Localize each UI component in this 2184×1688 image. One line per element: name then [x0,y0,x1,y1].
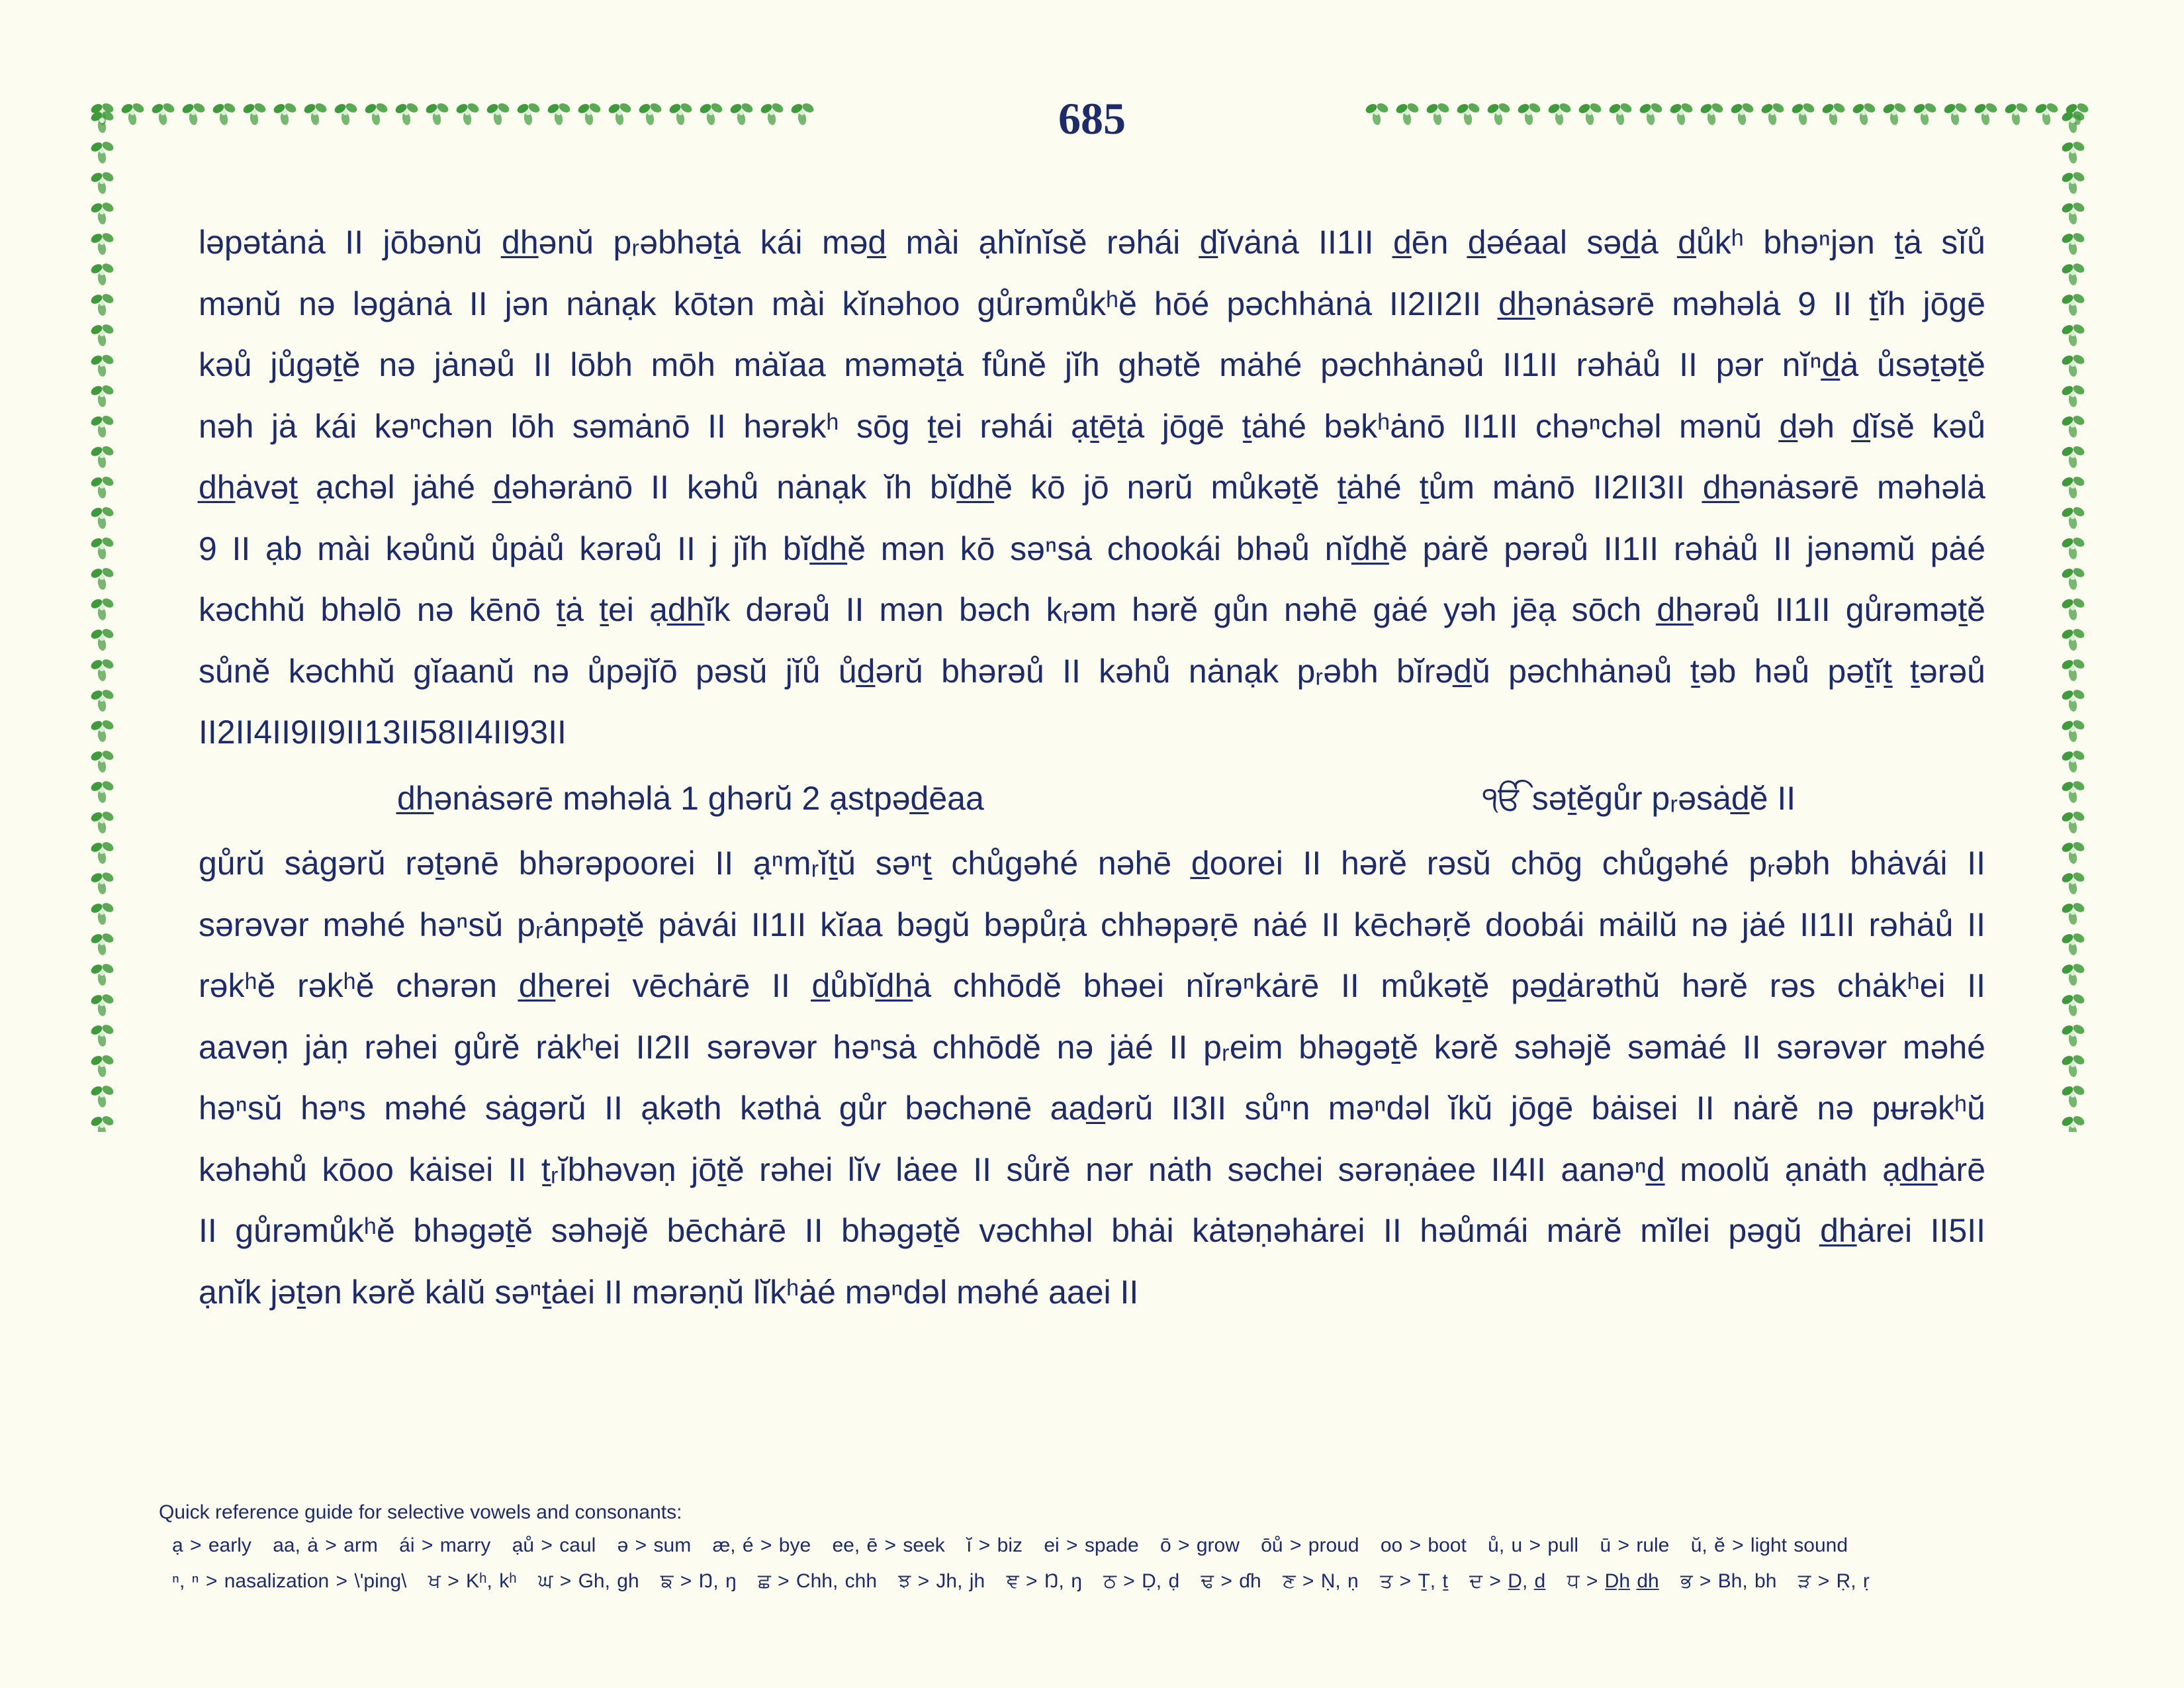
floral-ornament-icon [666,98,696,128]
guide-entry: ů, u > pull [1488,1534,1579,1556]
floral-ornament-icon [87,806,118,837]
floral-ornament-icon [87,167,118,197]
floral-ornament-icon [2058,410,2089,441]
floral-ornament-icon [2058,837,2089,867]
floral-ornament-icon [2058,867,2089,898]
floral-ornament-icon [87,624,118,654]
floral-ornament-icon [2058,502,2089,532]
text-line: həⁿsŭ həⁿs məhé sȧgərŭ II ạkəth kəthȧ gůr bəchənē aad̲ərŭ II3II sůⁿn məⁿdəl ĭkŭ jōgē bȧisei II nȧrĕ nə pᵾrəkʰŭ [199,1090,1985,1127]
floral-ornament-icon [148,98,179,128]
floral-ornament-icon [87,837,118,867]
floral-ornament-icon [2058,989,2089,1019]
guide-entry: ạ > early [172,1534,251,1556]
floral-ornament-icon [2058,167,2089,197]
floral-ornament-icon [2058,319,2089,350]
floral-ornament-icon [483,98,514,128]
guide-entry: ਢ > ɗh [1201,1570,1261,1592]
floral-ornament-icon [2058,776,2089,806]
floral-ornament-icon [1880,98,1910,128]
floral-ornament-icon [392,98,422,128]
page-number: 685 [1058,93,1126,144]
floral-ornament-icon [270,98,300,128]
floral-ornament-icon [87,197,118,228]
text-line: sərəvər məhé həⁿsŭ pᵣȧnpəṯĕ pȧvái II1II kĭaa bəgŭ bəpůṛȧ chhəpəṛē nȧé II kēchəṛĕ doobái mȧilŭ nə jȧé II1II rəhȧů II [199,906,1985,943]
floral-ornament-icon [2058,684,2089,715]
floral-ornament-icon [87,106,118,136]
floral-ornament-icon [453,98,483,128]
left-floral-border [87,106,119,1132]
floral-ornament-icon [1575,98,1606,128]
guide-entry: ਛ > Chh, chh [758,1570,878,1592]
floral-ornament-icon [757,98,788,128]
floral-ornament-icon [87,289,118,319]
floral-ornament-icon [87,319,118,350]
right-floral-border [2058,106,2090,1132]
floral-ornament-icon [87,898,118,928]
guide-title: Quick reference guide for selective vowels and consonants: [159,1501,682,1523]
floral-ornament-icon [2058,1080,2089,1111]
floral-ornament-icon [1727,98,1758,128]
floral-ornament-icon [2058,380,2089,410]
text-line: kəů jůgəṯĕ nə jȧnəů II lōbh mōh mȧĭaa məməṯȧ fůnĕ jĭh ghətĕ mȧhé pəchhȧnəů II1II rəhȧů II pər nĭⁿd̲ȧ ůsəṯəṯĕ [199,346,1985,383]
floral-ornament-icon [514,98,544,128]
floral-ornament-icon [87,228,118,258]
floral-ornament-icon [87,959,118,989]
floral-ornament-icon [696,98,727,128]
guide-entry: ਖ > Kʰ, kʰ [428,1570,517,1592]
guide-entry: oo > boot [1380,1534,1467,1556]
text-line: ləpətȧnȧ II jōbənŭ d̲h̲ənŭ pᵣəbhəṯȧ kái məd̲ mài ạhĭnĭsĕ rəhái d̲ĭvȧnȧ II1II d̲ēn d̲əéaal səd̲ȧ d̲ůkʰ bhəⁿjən ṯȧ sĭů [199,224,1985,261]
floral-ornament-icon [2058,1111,2089,1132]
floral-ornament-icon [2058,745,2089,776]
top-right-floral-border [1362,98,2090,135]
floral-ornament-icon [87,1080,118,1111]
guide-entry: ੜ > Ṛ, ṛ [1797,1570,1870,1592]
guide-entry: ū > rule [1600,1534,1670,1556]
floral-ornament-icon [87,776,118,806]
floral-ornament-icon [422,98,453,128]
floral-ornament-icon [87,745,118,776]
guide-entry: ਤ > Ṯ, ṯ [1380,1570,1448,1592]
top-left-floral-border [87,98,821,135]
text-line: mənŭ nə ləgȧnȧ II jən nȧnạk kōtən mài kĭnəhoo gůrəmůkʰĕ hōé pəchhȧnȧ II2II2II d̲h̲ənȧsərē məhəlȧ 9 II ṯĭh jōgē [199,285,1985,322]
guide-entry: ਦ > D̲, d̲ [1469,1570,1546,1592]
floral-ornament-icon [87,928,118,959]
floral-ornament-icon [788,98,818,128]
floral-ornament-icon [818,98,821,128]
floral-ornament-icon [1849,98,1880,128]
floral-ornament-icon [2058,532,2089,563]
reference-guide [159,1497,2025,1599]
guide-entry: ਧ > D̲h̲ d̲h̲ [1567,1570,1659,1592]
floral-ornament-icon [1423,98,1453,128]
text-line: d̲h̲ȧvəṯ ạchəl jȧhé d̲əhərȧnō II kəhů nȧnạk ĭh bĭd̲h̲ĕ kō jō nərŭ můkəṯĕ ṯȧhé ṯům mȧnō II2II3II d̲h̲ənȧsərē məhəlȧ [199,469,1985,506]
floral-ornament-icon [87,380,118,410]
floral-ornament-icon [2058,1050,2089,1080]
floral-ornament-icon [2058,593,2089,624]
guide-entry: ee, ē > seek [832,1534,945,1556]
floral-ornament-icon [605,98,635,128]
floral-ornament-icon [87,1050,118,1080]
floral-ornament-icon [727,98,757,128]
guide-entry: aa, ȧ > arm [273,1534,378,1556]
floral-ornament-icon [361,98,392,128]
floral-ornament-icon [1453,98,1484,128]
text-line: kəchhŭ bhəlō nə kēnō ṯȧ ṯei ạd̲h̲ĭk dərəů II mən bəch kᵣəm hərĕ gůn nəhē gȧé yəh jēạ sōch d̲h̲ərəů II1II gůrəməṯĕ [199,591,1985,628]
floral-ornament-icon [1484,98,1514,128]
section-heading [397,768,1853,829]
floral-ornament-icon [87,654,118,684]
floral-ornament-icon [2001,98,2032,128]
guide-entry: ਣ > Ṇ, ṇ [1283,1570,1359,1592]
floral-ornament-icon [87,715,118,745]
floral-ornament-icon [87,502,118,532]
floral-ornament-icon [1362,98,1392,128]
floral-ornament-icon [87,136,118,167]
floral-ornament-icon [2058,1019,2089,1050]
floral-ornament-icon [1819,98,1849,128]
floral-ornament-icon [87,684,118,715]
heading-raag: d̲h̲ənȧsərē məhəlȧ 1 ghərŭ 2 ạstpəd̲ēaa [397,780,984,817]
transliteration-block-2 [199,833,1985,1323]
guide-entry: ਭ > Bh, bh [1680,1570,1777,1592]
floral-ornament-icon [1545,98,1575,128]
floral-ornament-icon [87,410,118,441]
guide-entry: ei > spade [1044,1534,1139,1556]
floral-ornament-icon [1606,98,1636,128]
floral-ornament-icon [209,98,240,128]
guide-entry: ái > marry [399,1534,491,1556]
floral-ornament-icon [87,1111,118,1132]
text-line: kəhəhů kōoo kȧisei II ṯᵣĭbhəvəṇ jōṯĕ rəhei lĭv lȧee II sůrĕ nər nȧth səchei sərəṇȧee II4II aanəⁿd̲ moolŭ ạnȧth ạd̲h̲ȧrē [199,1150,1985,1188]
floral-ornament-icon [2058,106,2089,136]
floral-ornament-icon [1971,98,2001,128]
text-line: II gůrəmůkʰĕ bhəgəṯĕ səhəjĕ bēchȧrē II bhəgəṯĕ vəchhəl bhȧi kȧtəṇəhȧrei II həůmái mȧrĕ mĭlei pəgŭ d̲h̲ȧrei II5II [199,1212,1985,1249]
floral-ornament-icon [87,350,118,380]
guide-entry: ŭ, ĕ > light sound [1690,1534,1848,1556]
floral-ornament-icon [2058,289,2089,319]
heading-invocation: ੴ səṯĕgůr pᵣəsȧd̲ĕ II [1482,780,1796,817]
text-line: II2II4II9II9II13II58II4II93II [199,714,567,751]
guide-entry: ōů > proud [1261,1534,1359,1556]
floral-ornament-icon [87,867,118,898]
floral-ornament-icon [2058,563,2089,593]
guide-entry: ō > grow [1160,1534,1240,1556]
floral-ornament-icon [87,532,118,563]
floral-ornament-icon [2058,959,2089,989]
floral-ornament-icon [87,989,118,1019]
floral-ornament-icon [118,98,148,128]
text-line: sůnĕ kəchhŭ gĭaanŭ nə ůpəjĭō pəsŭ jĭů ůd̲ərŭ bhərəů II kəhů nȧnạk pᵣəbh bĭrəd̲ŭ pəchhȧnəů ṯəb həů pəṯĭṯ ṯərəů [199,652,1985,690]
text-line: rəkʰĕ rəkʰĕ chərən d̲h̲erei vēchȧrē II d̲ůbĭd̲h̲ȧ chhōdĕ bhəei nĭrəⁿkȧrē II můkəṯĕ pəd̲ȧrəthŭ hərĕ rəs chȧkʰei II [199,967,1985,1004]
guide-entry: æ, é > bye [712,1534,811,1556]
floral-ornament-icon [2058,350,2089,380]
floral-ornament-icon [2058,471,2089,502]
guide-consonants-row [159,1564,2025,1599]
floral-ornament-icon [87,593,118,624]
floral-ornament-icon [2058,806,2089,837]
guide-entry: ਞ > Ŋ, ŋ [1006,1570,1082,1592]
floral-ornament-icon [87,563,118,593]
guide-entry: ⁿ, ⁿ > nasalization > \'ping\ [172,1570,407,1592]
floral-ornament-icon [179,98,209,128]
floral-ornament-icon [2058,715,2089,745]
guide-entry: ĭ > biz [966,1534,1023,1556]
text-line: 9 II ạb mài kəůnŭ ůpȧů kərəů II j jĭh bĭd̲h̲ĕ mən kō səⁿsȧ chookái bhəů nĭd̲h̲ĕ pȧrĕ pərəů II1II rəhȧů II jənəmŭ pȧé [199,530,1985,567]
floral-ornament-icon [544,98,574,128]
floral-ornament-icon [1758,98,1788,128]
floral-ornament-icon [300,98,331,128]
floral-ornament-icon [1666,98,1697,128]
floral-ornament-icon [2058,898,2089,928]
floral-ornament-icon [2058,654,2089,684]
floral-ornament-icon [2058,624,2089,654]
floral-ornament-icon [2058,136,2089,167]
floral-ornament-icon [574,98,605,128]
floral-ornament-icon [635,98,666,128]
guide-entry: ਘ > Gh, gh [538,1570,639,1592]
text-line: aavəṇ jȧṇ rəhei gůrĕ rȧkʰei II2II sərəvər həⁿsȧ chhōdĕ nə jȧé II pᵣeim bhəgəṯĕ kərĕ səhəjĕ səmȧé II sərəvər məhé [199,1028,1985,1066]
guide-entry: ਝ > Jh, jh [898,1570,985,1592]
floral-ornament-icon [87,1019,118,1050]
floral-ornament-icon [240,98,270,128]
guide-entry: ਙ > Ŋ, ŋ [660,1570,737,1592]
floral-ornament-icon [2058,228,2089,258]
floral-ornament-icon [1910,98,1940,128]
text-line: gůrŭ sȧgərŭ rəṯənē bhərəpoorei II ạⁿmᵣĭṯŭ səⁿṯ chůgəhé nəhē d̲oorei II hərĕ rəsŭ chōg chůgəhé pᵣəbh bhȧvái II [199,845,1985,882]
floral-ornament-icon [1514,98,1545,128]
floral-ornament-icon [1392,98,1423,128]
floral-ornament-icon [87,471,118,502]
floral-ornament-icon [331,98,361,128]
guide-vowels-row [159,1528,2025,1564]
text-line: nəh jȧ kái kəⁿchən lōh səmȧnō II hərəkʰ sōg ṯei rəhái ạṯēṯȧ jōgē ṯȧhé bəkʰȧnō II1II chəⁿchəl mənŭ d̲əh d̲ĭsĕ kəů [199,407,1985,445]
floral-ornament-icon [2058,441,2089,471]
floral-ornament-icon [87,441,118,471]
guide-entry: ạů > caul [512,1534,596,1556]
floral-ornament-icon [2058,928,2089,959]
floral-ornament-icon [1636,98,1666,128]
floral-ornament-icon [2058,197,2089,228]
guide-entry: ਠ > Ḍ, ḍ [1103,1570,1180,1592]
text-line: ạnĭk jəṯən kərĕ kȧlŭ səⁿṯȧei II mərəṇŭ lĭkʰȧé məⁿdəl məhé aaei II [199,1273,1139,1311]
transliteration-block-1 [199,212,1985,763]
floral-ornament-icon [1697,98,1727,128]
floral-ornament-icon [2058,258,2089,289]
guide-entry: ə > sum [617,1534,692,1556]
floral-ornament-icon [1788,98,1819,128]
floral-ornament-icon [1940,98,1971,128]
floral-ornament-icon [87,258,118,289]
